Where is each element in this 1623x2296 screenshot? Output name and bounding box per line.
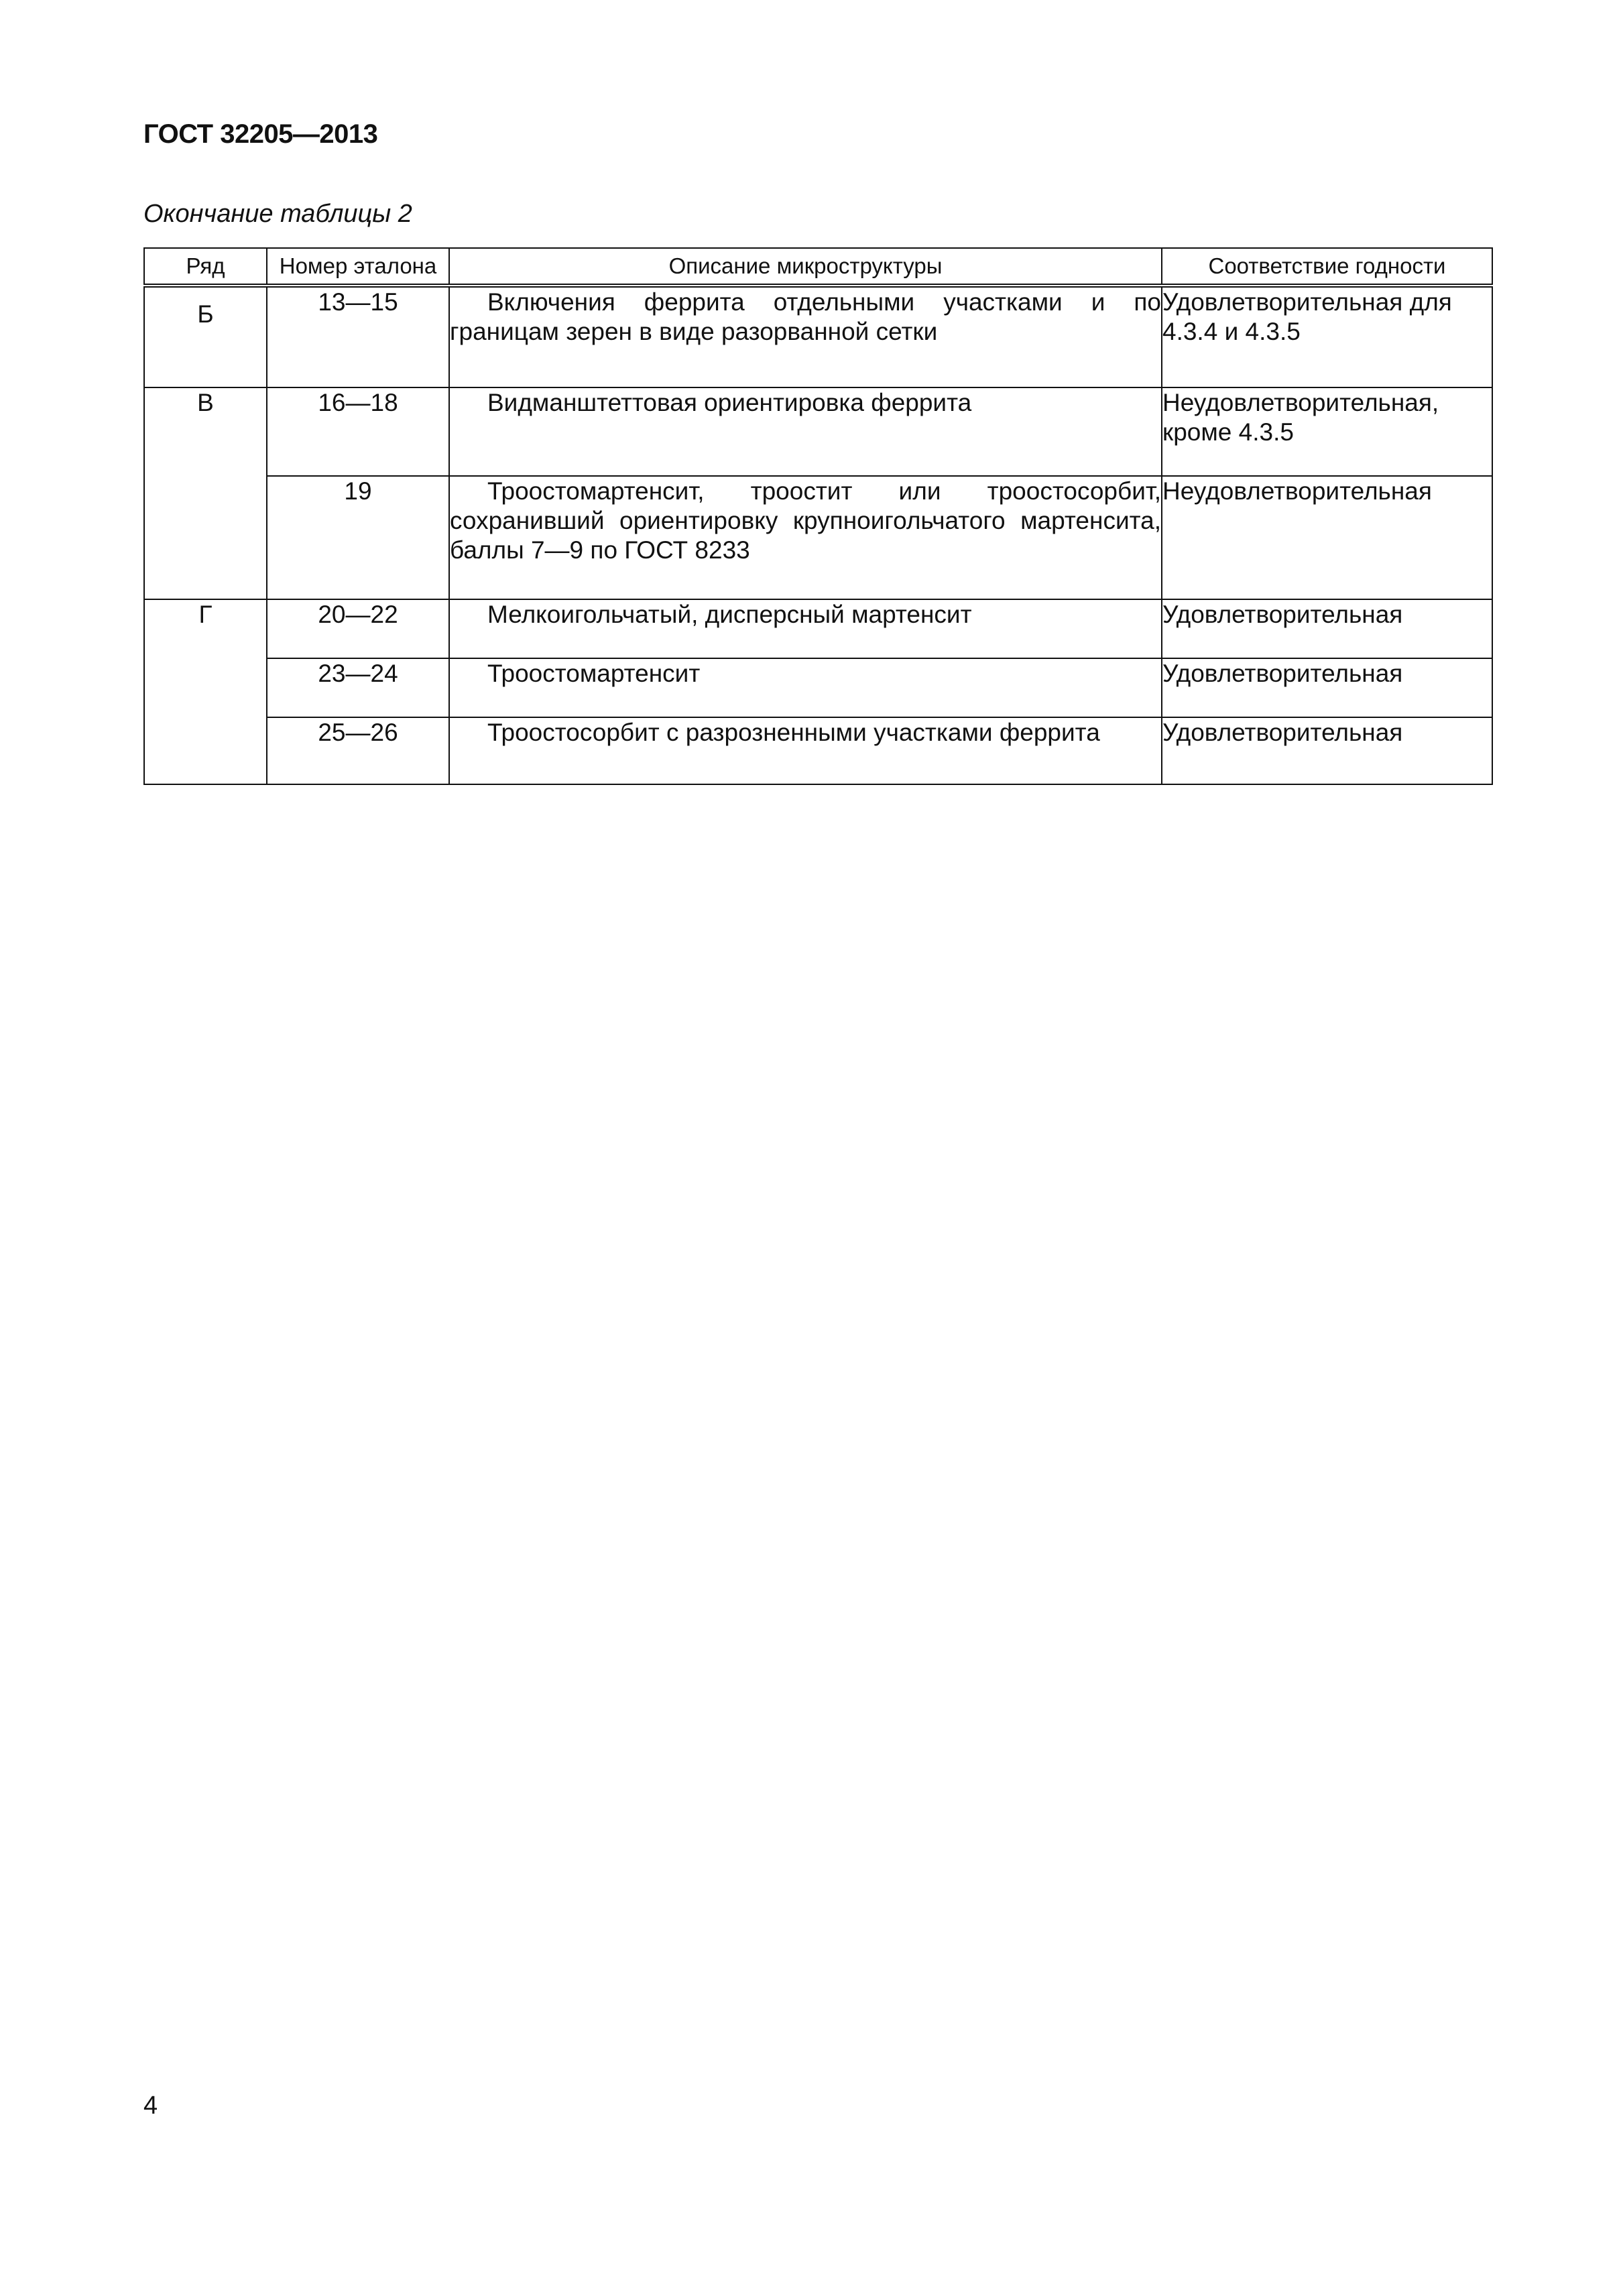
table-row — [144, 599, 1492, 658]
reference-number: 23—24 — [267, 658, 449, 717]
table-row — [144, 387, 1492, 476]
table-row — [144, 658, 1492, 717]
description-text: Троостосорбит с разрозненными участками феррита — [487, 719, 1100, 746]
table-row — [144, 717, 1492, 784]
table-row — [144, 286, 1492, 387]
fitness-value: Удовлетворительная для 4.3.4 и 4.3.5 — [1162, 286, 1492, 387]
microstructure-description — [449, 286, 1162, 387]
row-label: В — [144, 387, 267, 599]
fitness-value: Удовлетворительная — [1162, 599, 1492, 658]
header-row-col: Ряд — [144, 248, 267, 286]
standard-header: ГОСТ 32205—2013 — [143, 119, 378, 149]
fitness-value: Неудовлетворительная — [1162, 476, 1492, 599]
table-caption: Окончание таблицы 2 — [143, 200, 412, 228]
fitness-value: Неудовлетворительная, кроме 4.3.5 — [1162, 387, 1492, 476]
header-number-col: Номер эталона — [267, 248, 449, 286]
reference-number: 13—15 — [267, 286, 449, 387]
microstructure-description — [449, 387, 1162, 476]
table-row — [144, 476, 1492, 599]
fitness-value: Удовлетворительная — [1162, 658, 1492, 717]
page-number: 4 — [143, 2092, 158, 2120]
header-description-col: Описание микроструктуры — [449, 248, 1162, 286]
description-text: Включения феррита отдельными участками и по границам зерен в виде разорванной сетки — [450, 288, 1161, 345]
reference-number: 19 — [267, 476, 449, 599]
fitness-value: Удовлетворительная — [1162, 717, 1492, 784]
microstructure-description — [449, 476, 1162, 599]
microstructure-table — [143, 247, 1493, 785]
microstructure-description — [449, 717, 1162, 784]
microstructure-description — [449, 599, 1162, 658]
reference-number: 20—22 — [267, 599, 449, 658]
table-header-row — [144, 248, 1492, 286]
row-label: Г — [144, 599, 267, 784]
description-text: Троостомартенсит, троостит или троостосорбит, сохранивший ориентировку крупноигольчатого мартенсита, баллы 7—9 по ГОСТ 8233 — [450, 477, 1161, 564]
microstructure-description — [449, 658, 1162, 717]
description-text: Троостомартенсит — [487, 660, 701, 687]
description-text: Видманштеттовая ориентировка феррита — [487, 389, 972, 416]
header-fitness-col: Соответствие годности — [1162, 248, 1492, 286]
reference-number: 16—18 — [267, 387, 449, 476]
description-text: Мелкоигольчатый, дисперсный мартенсит — [487, 601, 972, 628]
reference-number: 25—26 — [267, 717, 449, 784]
row-label: Б — [144, 286, 267, 387]
